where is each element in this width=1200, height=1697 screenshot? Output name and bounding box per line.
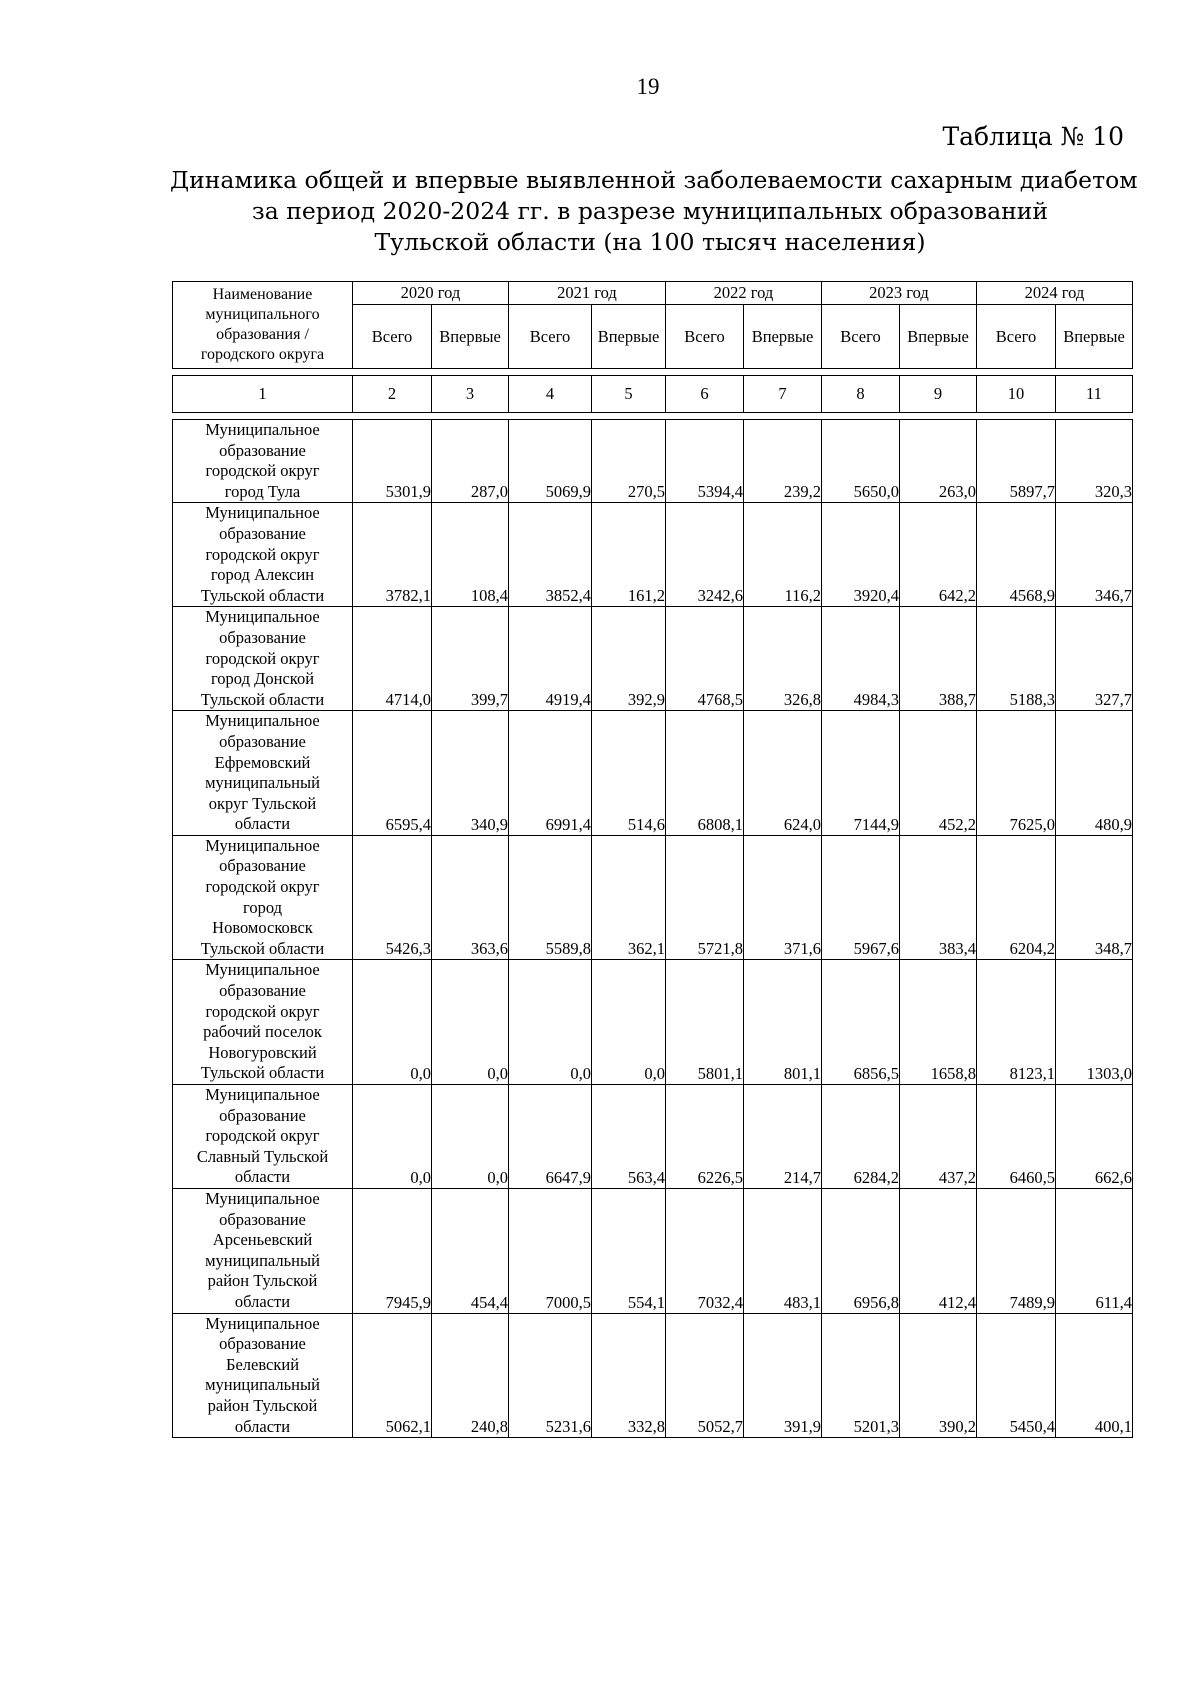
value-cell: 214,7 bbox=[744, 1085, 822, 1189]
value-cell: 388,7 bbox=[900, 607, 977, 711]
value-cell: 6204,2 bbox=[977, 835, 1056, 960]
municipality-name-line: городской округ bbox=[205, 877, 320, 897]
header-name-line: муниципального bbox=[205, 306, 320, 323]
value-cell: 5052,7 bbox=[666, 1313, 744, 1438]
table-row bbox=[173, 835, 1133, 960]
municipality-name bbox=[173, 1188, 353, 1313]
municipality-name-line: округ Тульской bbox=[208, 793, 317, 813]
value-cell: 6808,1 bbox=[666, 711, 744, 836]
municipality-name-line: город Алексин bbox=[210, 565, 315, 585]
value-cell: 6856,5 bbox=[822, 960, 900, 1085]
value-cell: 161,2 bbox=[592, 503, 666, 607]
value-cell: 5069,9 bbox=[509, 420, 592, 503]
municipality-name-line: город bbox=[242, 897, 283, 917]
value-cell: 287,0 bbox=[432, 420, 509, 503]
value-cell: 624,0 bbox=[744, 711, 822, 836]
value-cell: 611,4 bbox=[1056, 1188, 1133, 1313]
municipality-name bbox=[173, 711, 353, 836]
value-cell: 5062,1 bbox=[353, 1313, 432, 1438]
value-cell: 5231,6 bbox=[509, 1313, 592, 1438]
header-year-2024: 2024 год bbox=[977, 282, 1133, 305]
table-label: Таблица № 10 bbox=[942, 122, 1124, 151]
value-cell: 3242,6 bbox=[666, 503, 744, 607]
value-cell: 399,7 bbox=[432, 607, 509, 711]
value-cell: 240,8 bbox=[432, 1313, 509, 1438]
municipality-name-line: образование bbox=[219, 1105, 306, 1125]
value-cell: 0,0 bbox=[432, 960, 509, 1085]
value-cell: 0,0 bbox=[432, 1085, 509, 1189]
value-cell: 5801,1 bbox=[666, 960, 744, 1085]
municipality-name-line: город Донской bbox=[210, 669, 315, 689]
municipality-name-line: области bbox=[234, 814, 291, 834]
municipality-name-line: городской округ bbox=[205, 1126, 320, 1146]
value-cell: 452,2 bbox=[900, 711, 977, 836]
header-first-time: Впервые bbox=[744, 305, 822, 369]
value-cell: 7000,5 bbox=[509, 1188, 592, 1313]
value-cell: 108,4 bbox=[432, 503, 509, 607]
value-cell: 5450,4 bbox=[977, 1313, 1056, 1438]
municipality-name-line: Муниципальное bbox=[205, 1085, 320, 1104]
value-cell: 7032,4 bbox=[666, 1188, 744, 1313]
header-first-time: Впервые bbox=[592, 305, 666, 369]
header-first-time: Впервые bbox=[432, 305, 509, 369]
header-total: Всего bbox=[666, 305, 744, 369]
municipality-name-line: Муниципальное bbox=[205, 960, 320, 980]
municipality-name-line: город Тула bbox=[224, 481, 301, 501]
municipality-name-line: Муниципальное bbox=[205, 1188, 320, 1208]
table-title bbox=[170, 165, 1138, 258]
municipality-name-line: образование bbox=[219, 627, 306, 647]
value-cell: 400,1 bbox=[1056, 1313, 1133, 1438]
value-cell: 327,7 bbox=[1056, 607, 1133, 711]
municipality-name-line: области bbox=[234, 1167, 291, 1187]
municipality-name-line: образование bbox=[219, 731, 306, 751]
municipality-name bbox=[173, 1313, 353, 1438]
value-cell: 0,0 bbox=[509, 960, 592, 1085]
header-first-time: Впервые bbox=[1056, 305, 1133, 369]
municipality-name-line: Арсеньевский bbox=[212, 1230, 313, 1250]
municipality-name bbox=[173, 835, 353, 960]
value-cell: 483,1 bbox=[744, 1188, 822, 1313]
value-cell: 4919,4 bbox=[509, 607, 592, 711]
value-cell: 391,9 bbox=[744, 1313, 822, 1438]
value-cell: 6647,9 bbox=[509, 1085, 592, 1189]
value-cell: 3920,4 bbox=[822, 503, 900, 607]
table-row bbox=[173, 420, 1133, 503]
value-cell: 263,0 bbox=[900, 420, 977, 503]
value-cell: 270,5 bbox=[592, 420, 666, 503]
value-cell: 7489,9 bbox=[977, 1188, 1056, 1313]
value-cell: 5201,3 bbox=[822, 1313, 900, 1438]
municipality-name-line: Новомосковск bbox=[212, 918, 313, 938]
header-separator-cell bbox=[173, 369, 1133, 376]
table-row bbox=[173, 1188, 1133, 1313]
value-cell: 363,6 bbox=[432, 835, 509, 960]
title-line: за период 2020-2024 гг. в разрезе муниципальных образований bbox=[251, 197, 1049, 225]
value-cell: 1658,8 bbox=[900, 960, 977, 1085]
value-cell: 563,4 bbox=[592, 1085, 666, 1189]
municipality-name-line: Муниципальное bbox=[205, 711, 320, 731]
header-municipality bbox=[173, 282, 353, 369]
value-cell: 392,9 bbox=[592, 607, 666, 711]
value-cell: 5394,4 bbox=[666, 420, 744, 503]
column-number: 6 bbox=[666, 376, 744, 413]
value-cell: 346,7 bbox=[1056, 503, 1133, 607]
municipality-name-line: Муниципальное bbox=[205, 607, 320, 627]
municipality-name-line: городской округ bbox=[205, 648, 320, 668]
value-cell: 6991,4 bbox=[509, 711, 592, 836]
value-cell: 5301,9 bbox=[353, 420, 432, 503]
header-separator bbox=[173, 369, 1133, 376]
value-cell: 116,2 bbox=[744, 503, 822, 607]
value-cell: 5721,8 bbox=[666, 835, 744, 960]
municipality-name bbox=[173, 503, 353, 607]
value-cell: 801,1 bbox=[744, 960, 822, 1085]
value-cell: 340,9 bbox=[432, 711, 509, 836]
value-cell: 554,1 bbox=[592, 1188, 666, 1313]
municipality-name-line: муниципальный bbox=[205, 1375, 320, 1395]
value-cell: 6956,8 bbox=[822, 1188, 900, 1313]
header-total: Всего bbox=[353, 305, 432, 369]
value-cell: 412,4 bbox=[900, 1188, 977, 1313]
header-year-2020: 2020 год bbox=[353, 282, 509, 305]
table-row bbox=[173, 960, 1133, 1085]
column-number: 9 bbox=[900, 376, 977, 413]
value-cell: 0,0 bbox=[592, 960, 666, 1085]
municipality-name-line: городской округ bbox=[205, 544, 320, 564]
municipality-name-line: области bbox=[234, 1416, 291, 1436]
municipality-name-line: район Тульской bbox=[207, 1395, 318, 1415]
value-cell: 348,7 bbox=[1056, 835, 1133, 960]
value-cell: 0,0 bbox=[353, 960, 432, 1085]
header-year-2022: 2022 год bbox=[666, 282, 822, 305]
municipality-name-line: Муниципальное bbox=[205, 503, 320, 523]
municipality-name-line: Муниципальное bbox=[205, 835, 320, 855]
value-cell: 320,3 bbox=[1056, 420, 1133, 503]
header-name-line: образования / bbox=[216, 326, 309, 343]
value-cell: 437,2 bbox=[900, 1085, 977, 1189]
value-cell: 480,9 bbox=[1056, 711, 1133, 836]
column-number: 8 bbox=[822, 376, 900, 413]
header-year-2021: 2021 год bbox=[509, 282, 666, 305]
municipality-name-line: Муниципальное bbox=[205, 1313, 320, 1333]
municipality-name bbox=[173, 607, 353, 711]
value-cell: 6226,5 bbox=[666, 1085, 744, 1189]
municipality-name-line: Ефремовский bbox=[214, 752, 311, 772]
value-cell: 4568,9 bbox=[977, 503, 1056, 607]
header-name-line: городского округа bbox=[200, 346, 325, 363]
header-total: Всего bbox=[509, 305, 592, 369]
value-cell: 1303,0 bbox=[1056, 960, 1133, 1085]
column-number: 10 bbox=[977, 376, 1056, 413]
title-line: Динамика общей и впервые выявленной заболеваемости сахарным диабетом bbox=[170, 166, 1138, 194]
municipality-name-line: Тульской области bbox=[200, 585, 325, 605]
municipality-name-line: области bbox=[234, 1291, 291, 1311]
header-first-time: Впервые bbox=[900, 305, 977, 369]
municipality-name bbox=[173, 420, 353, 503]
value-cell: 239,2 bbox=[744, 420, 822, 503]
numbers-separator-cell bbox=[173, 413, 1133, 420]
value-cell: 5967,6 bbox=[822, 835, 900, 960]
value-cell: 4984,3 bbox=[822, 607, 900, 711]
value-cell: 362,1 bbox=[592, 835, 666, 960]
value-cell: 332,8 bbox=[592, 1313, 666, 1438]
table-row bbox=[173, 711, 1133, 836]
numbers-separator bbox=[173, 413, 1133, 420]
municipality-name-line: образование bbox=[219, 856, 306, 876]
municipality-name-line: образование bbox=[219, 440, 306, 460]
municipality-name-line: образование bbox=[219, 1209, 306, 1229]
municipality-name-line: муниципальный bbox=[205, 773, 320, 793]
header-total: Всего bbox=[822, 305, 900, 369]
value-cell: 5589,8 bbox=[509, 835, 592, 960]
column-number: 5 bbox=[592, 376, 666, 413]
column-number: 11 bbox=[1056, 376, 1133, 413]
value-cell: 4768,5 bbox=[666, 607, 744, 711]
municipality-name-line: образование bbox=[219, 981, 306, 1001]
header-name-line: Наименование bbox=[212, 286, 313, 303]
value-cell: 383,4 bbox=[900, 835, 977, 960]
value-cell: 5897,7 bbox=[977, 420, 1056, 503]
column-number: 3 bbox=[432, 376, 509, 413]
municipality-name-line: образование bbox=[219, 1334, 306, 1354]
value-cell: 8123,1 bbox=[977, 960, 1056, 1085]
municipality-name bbox=[173, 1085, 353, 1189]
table-row bbox=[173, 1313, 1133, 1438]
column-numbers-row bbox=[173, 376, 1133, 413]
value-cell: 7945,9 bbox=[353, 1188, 432, 1313]
table-row bbox=[173, 503, 1133, 607]
municipality-name-line: Тульской области bbox=[200, 938, 325, 958]
value-cell: 7625,0 bbox=[977, 711, 1056, 836]
value-cell: 454,4 bbox=[432, 1188, 509, 1313]
page-number: 19 bbox=[636, 74, 660, 99]
value-cell: 4714,0 bbox=[353, 607, 432, 711]
table-row bbox=[173, 607, 1133, 711]
value-cell: 0,0 bbox=[353, 1085, 432, 1189]
value-cell: 3852,4 bbox=[509, 503, 592, 607]
title-line: Тульской области (на 100 тысяч населения) bbox=[374, 228, 926, 256]
column-number: 2 bbox=[353, 376, 432, 413]
value-cell: 6460,5 bbox=[977, 1085, 1056, 1189]
municipality-name-line: Тульской области bbox=[200, 1063, 325, 1083]
municipality-name-line: образование bbox=[219, 523, 306, 543]
value-cell: 3782,1 bbox=[353, 503, 432, 607]
municipality-name-line: Тульской области bbox=[200, 689, 325, 709]
column-number: 7 bbox=[744, 376, 822, 413]
value-cell: 326,8 bbox=[744, 607, 822, 711]
municipality-name-line: Белевский bbox=[225, 1354, 300, 1374]
value-cell: 5426,3 bbox=[353, 835, 432, 960]
value-cell: 6595,4 bbox=[353, 711, 432, 836]
value-cell: 662,6 bbox=[1056, 1085, 1133, 1189]
value-cell: 514,6 bbox=[592, 711, 666, 836]
column-number: 1 bbox=[173, 376, 353, 413]
value-cell: 6284,2 bbox=[822, 1085, 900, 1189]
municipality-name bbox=[173, 960, 353, 1085]
municipality-name-line: муниципальный bbox=[205, 1250, 320, 1270]
municipality-name-line: городской округ bbox=[205, 1001, 320, 1021]
municipality-name-line: Славный Тульской bbox=[196, 1146, 329, 1166]
header-year-2023: 2023 год bbox=[822, 282, 977, 305]
morbidity-table bbox=[172, 281, 1133, 1438]
column-number: 4 bbox=[509, 376, 592, 413]
value-cell: 390,2 bbox=[900, 1313, 977, 1438]
value-cell: 5650,0 bbox=[822, 420, 900, 503]
municipality-name-line: Муниципальное bbox=[205, 420, 320, 439]
municipality-name-line: городской округ bbox=[205, 461, 320, 481]
header-total: Всего bbox=[977, 305, 1056, 369]
table-row bbox=[173, 1085, 1133, 1189]
municipality-name-line: район Тульской bbox=[207, 1271, 318, 1291]
value-cell: 7144,9 bbox=[822, 711, 900, 836]
value-cell: 5188,3 bbox=[977, 607, 1056, 711]
value-cell: 371,6 bbox=[744, 835, 822, 960]
municipality-name-line: рабочий поселок bbox=[203, 1022, 322, 1042]
value-cell: 642,2 bbox=[900, 503, 977, 607]
municipality-name-line: Новогуровский bbox=[208, 1042, 317, 1062]
